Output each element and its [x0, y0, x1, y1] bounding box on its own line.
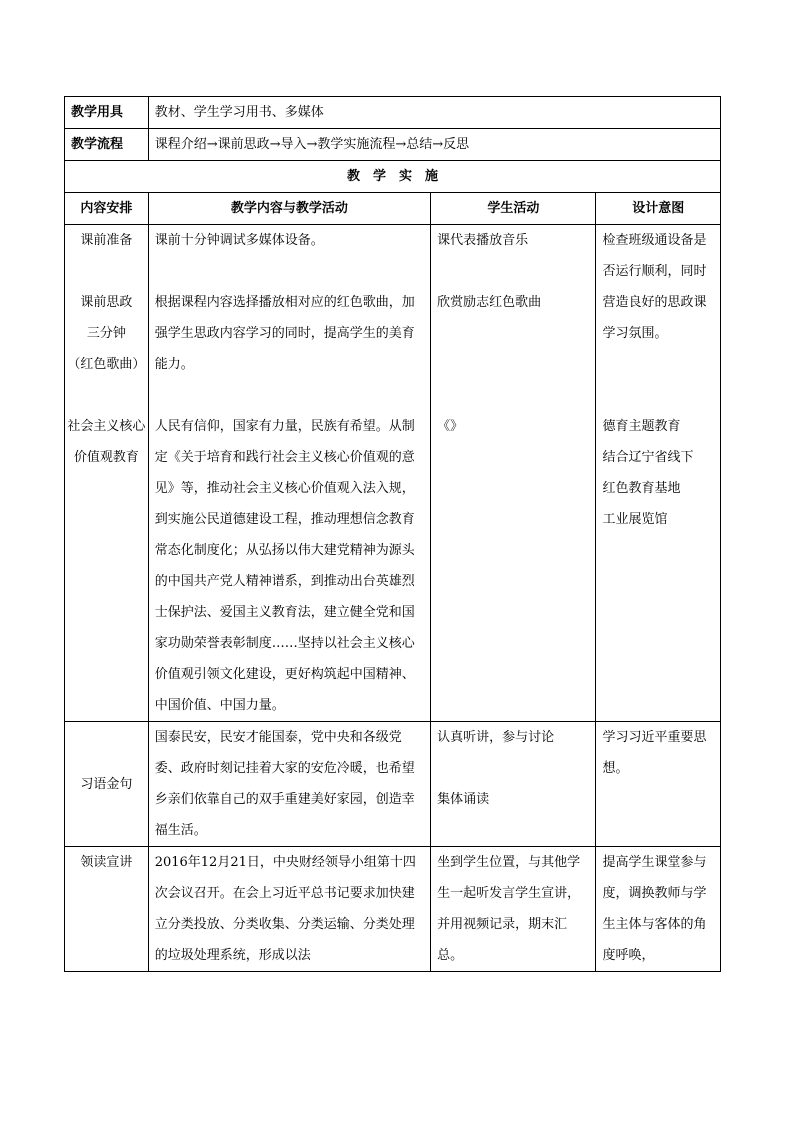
materials-row — [65, 97, 721, 129]
prep-content: 课前十分钟调试多媒体设备。 — [154, 233, 324, 248]
implementation-title: 教 学 实 施 — [65, 161, 721, 193]
core-values-intent-line-3: 红色教育基地 — [602, 481, 681, 496]
prep-intent: 检查班级通设备是否运行顺利，同时营造良好的思政课学习氛围。 — [602, 233, 707, 341]
ideology-student: 欣赏励志红色歌曲 — [437, 295, 542, 310]
column-header-intent: 设计意图 — [596, 193, 721, 225]
quotes-student-line-1: 认真听讲，参与讨论 — [437, 730, 555, 745]
core-values-intent-line-4: 工业展览馆 — [602, 512, 668, 527]
core-values-arrangement-line-2: 价值观教育 — [73, 450, 139, 465]
process-value: 课程介绍→课前思政→导入→教学实施流程→总结→反思 — [148, 129, 720, 161]
ideology-content: 根据课程内容选择播放相对应的红色歌曲，加强学生思政内容学习的同时，提高学生的美育能力。 — [154, 295, 415, 372]
arrangement-cell — [65, 225, 149, 722]
quotes-student-cell — [431, 722, 596, 847]
process-label: 教学流程 — [65, 129, 149, 161]
quotes-intent: 学习习近平重要思想。 — [596, 722, 721, 847]
table-row — [65, 225, 721, 722]
core-values-content: 人民有信仰，国家有力量，民族有希望。从制定《关于培育和践行社会主义核心价值观的意见》等，推动社会主义核心价值观入法入规，到实施公民道德建设工程，推动理想信念教育常态化制度化；从弘扬以伟大建党精神为源头的中国共产党人精神谱系，到推动出台英雄烈士保护法、爱国主义教育法，建立健全党和国家功勋荣誉表彰制度……坚持以社会主义核心价值观引领文化建设，更好构筑起中国精神、中国价值、中国力量。 — [154, 419, 415, 713]
implementation-title-row — [65, 161, 721, 193]
quotes-content: 国泰民安，民安才能国泰，党中央和各级党委、政府时刻记挂着大家的安危冷暖，也希望乡亲们依靠自己的双手重建美好家园，创造幸福生活。 — [148, 722, 430, 847]
lesson-plan-table — [64, 96, 721, 972]
prep-arrangement: 课前准备 — [80, 233, 133, 248]
column-header-content: 教学内容与教学活动 — [148, 193, 430, 225]
core-values-intent-line-1: 德育主题教育 — [602, 419, 681, 434]
ideology-arrangement-line-1: 课前思政 — [80, 295, 133, 310]
core-values-student: 《》 — [437, 419, 464, 434]
intent-cell — [596, 225, 721, 722]
lecture-intent: 提高学生课堂参与度，调换教师与学生主体与客体的角度呼唤， — [596, 847, 721, 972]
column-header-row — [65, 193, 721, 225]
lecture-student: 坐到学生位置，与其他学生一起听发言学生宣讲，并用视频记录，期末汇总。 — [431, 847, 596, 972]
core-values-intent-line-2: 结合辽宁省线下 — [602, 450, 694, 465]
ideology-arrangement-line-3: （红色歌曲） — [67, 357, 146, 372]
process-row — [65, 129, 721, 161]
column-header-student: 学生活动 — [431, 193, 596, 225]
prep-student: 课代表播放音乐 — [437, 233, 529, 248]
materials-label: 教学用具 — [65, 97, 149, 129]
table-row — [65, 722, 721, 847]
ideology-arrangement-line-2: 三分钟 — [86, 326, 126, 341]
lecture-content: 2016年12月21日，中央财经领导小组第十四次会议召开。在会上习近平总书记要求加快建立分类投放、分类收集、分类运输、分类处理的垃圾处理系统，形成以法 — [148, 847, 430, 972]
lecture-arrangement: 领读宣讲 — [65, 847, 149, 972]
student-cell — [431, 225, 596, 722]
quotes-student-line-2: 集体诵读 — [437, 792, 490, 807]
table-row — [65, 847, 721, 972]
quotes-arrangement: 习语金句 — [65, 722, 149, 847]
materials-value: 教材、学生学习用书、多媒体 — [148, 97, 720, 129]
column-header-arrangement: 内容安排 — [65, 193, 149, 225]
content-cell — [148, 225, 430, 722]
core-values-arrangement-line-1: 社会主义核心 — [67, 419, 146, 434]
